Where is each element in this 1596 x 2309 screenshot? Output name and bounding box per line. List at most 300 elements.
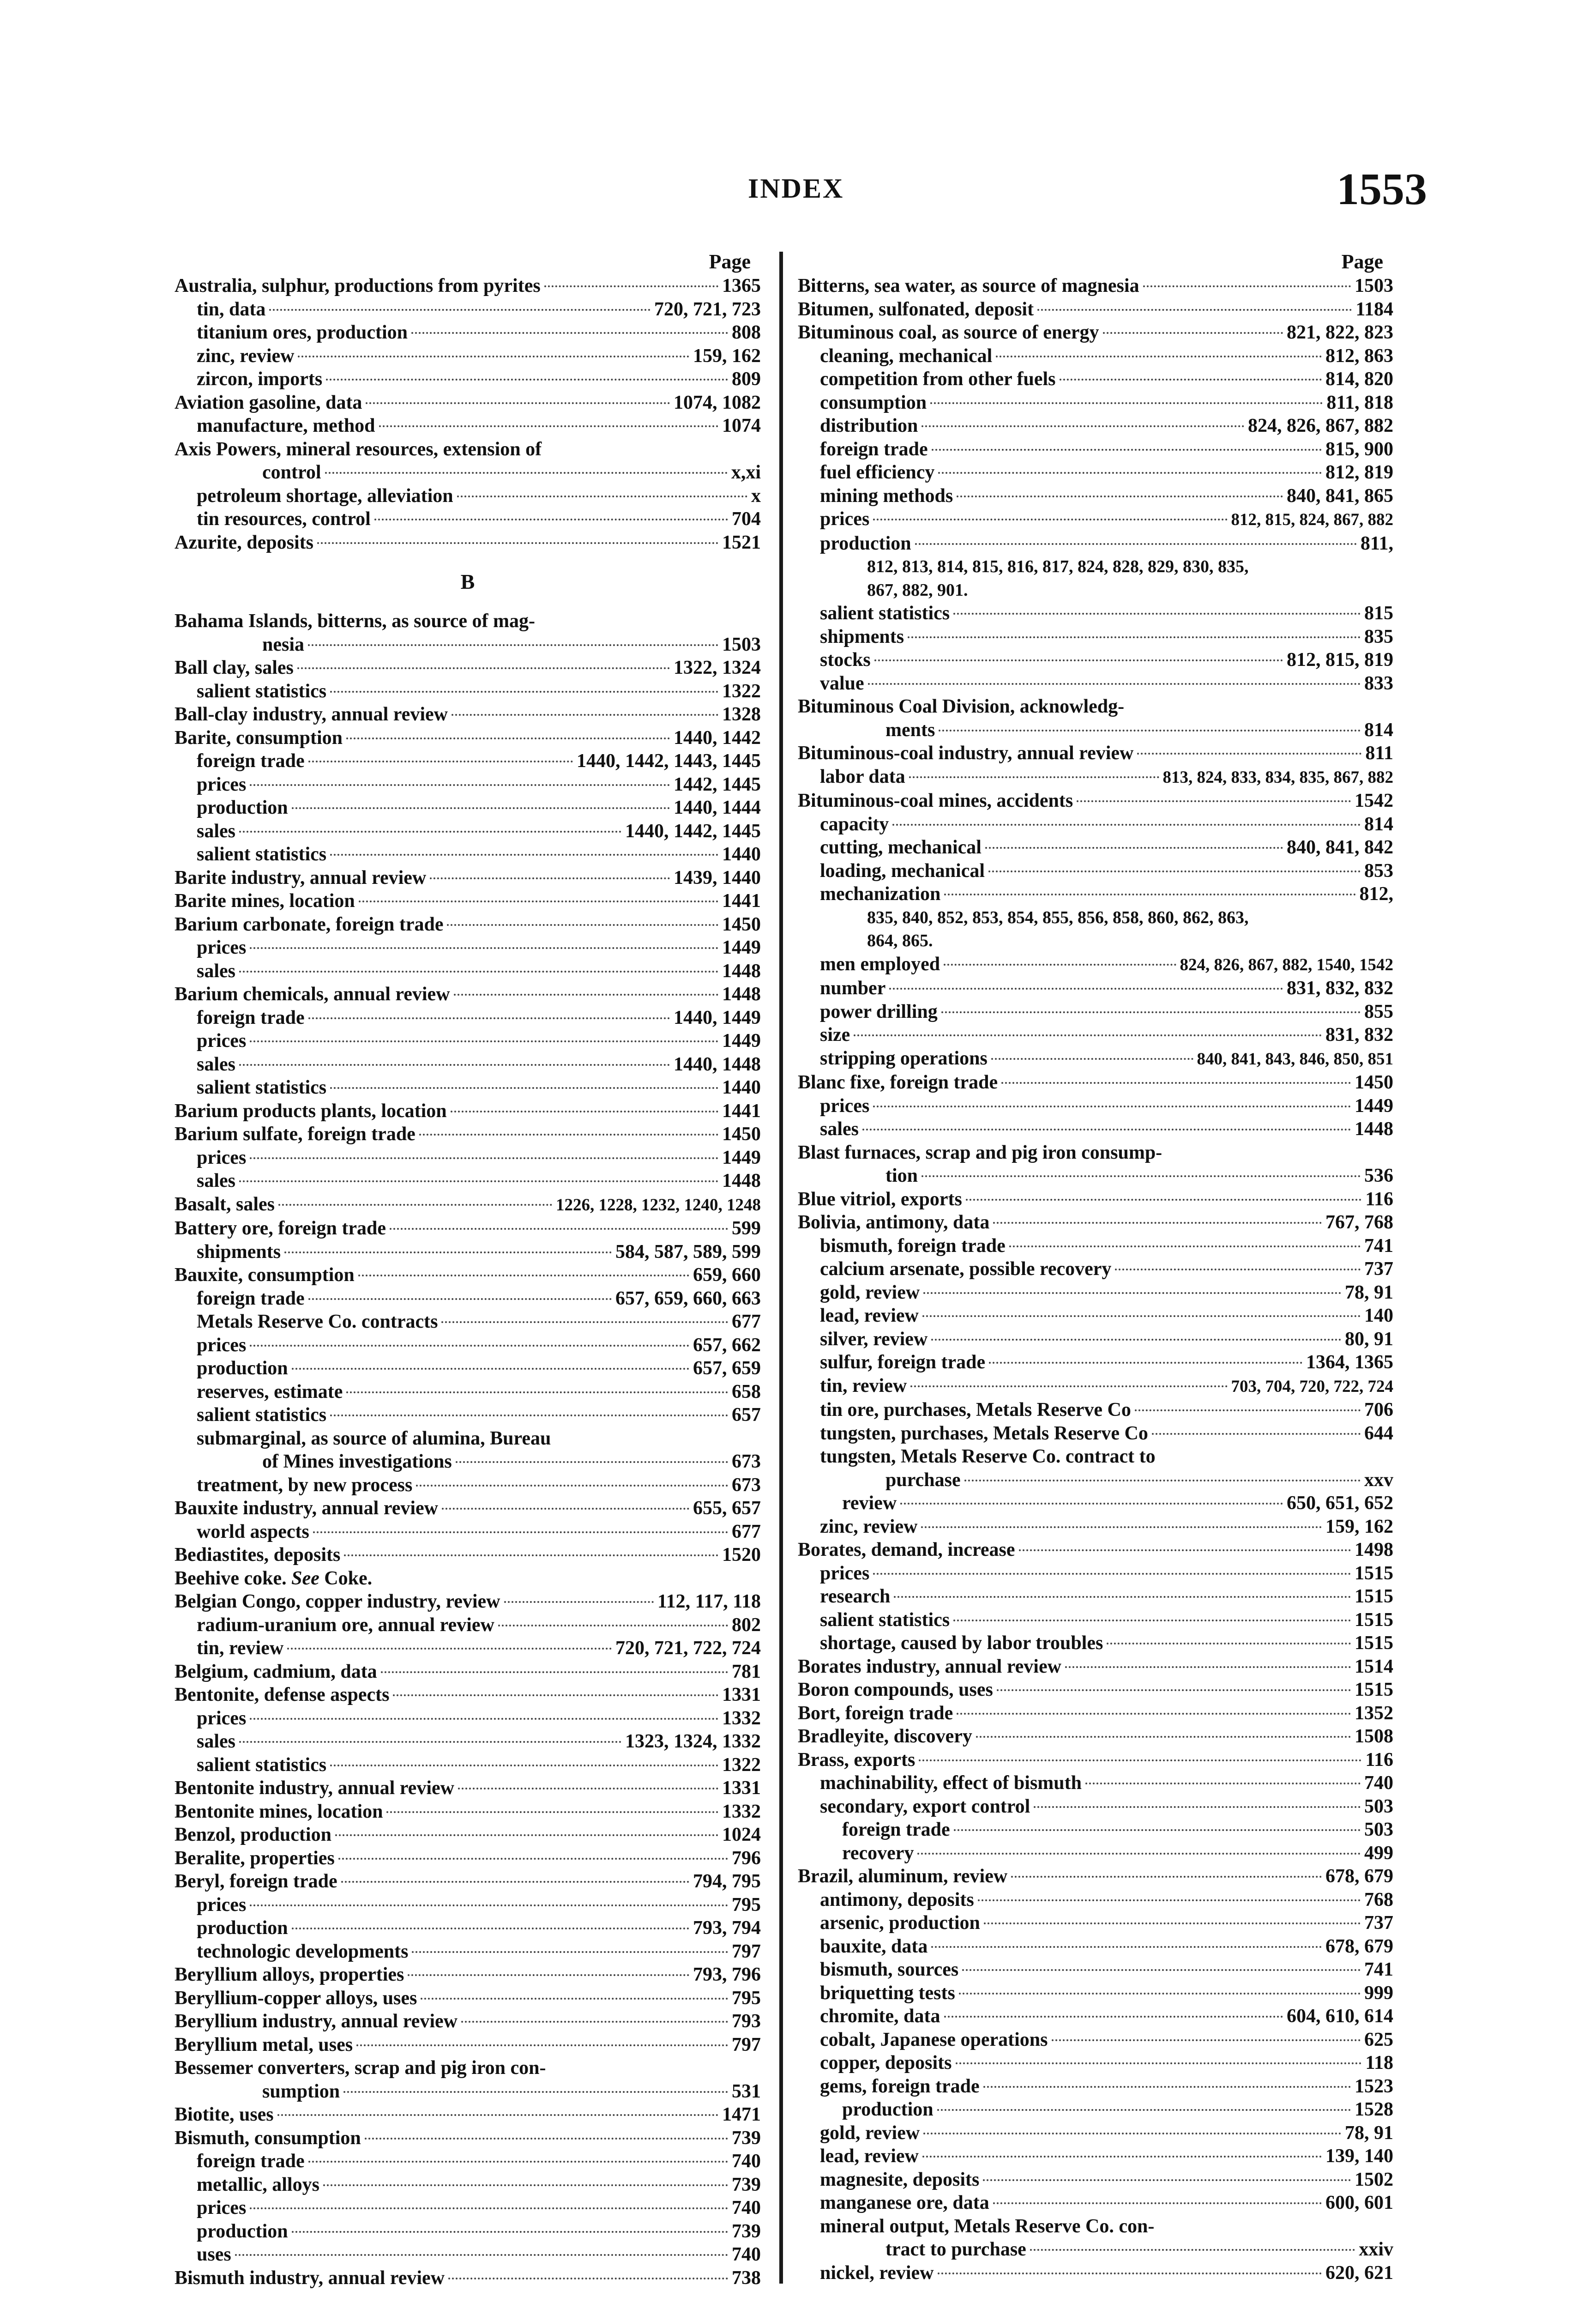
index-entry-wrap: mineral output, Metals Reserve Co. con- — [820, 2215, 1155, 2237]
index-term: Metals Reserve Co. contracts — [197, 1311, 438, 1332]
index-subentry — [175, 508, 761, 531]
index-term: gold, review — [820, 1281, 920, 1303]
index-entry — [798, 1678, 1393, 1702]
index-term: sales — [820, 1118, 859, 1140]
index-term: secondary, export control — [820, 1795, 1030, 1817]
leader-dots — [297, 667, 670, 669]
index-pages: 1515 — [1355, 1632, 1393, 1654]
index-entry — [798, 1702, 1393, 1725]
leader-dots — [966, 1199, 1362, 1201]
index-entry-wrap: Blast furnaces, scrap and pig iron consump- — [798, 1142, 1162, 1163]
index-entry-wrap-end — [175, 2080, 761, 2103]
index-subentry — [798, 1257, 1393, 1281]
leader-dots — [365, 2138, 728, 2140]
leader-dots — [338, 1858, 728, 1860]
index-pages: 821, 822, 823 — [1287, 322, 1393, 343]
left-column — [175, 249, 761, 2290]
leader-dots — [441, 1321, 728, 1323]
index-subentry — [175, 960, 761, 983]
index-term: production — [820, 532, 911, 554]
index-entry-wrap-end — [175, 633, 761, 657]
leader-dots — [1135, 1409, 1361, 1411]
index-term: Bentonite, defense aspects — [175, 1684, 390, 1705]
leader-dots — [239, 1064, 670, 1066]
leader-dots — [416, 1485, 728, 1487]
index-term: Aviation gasoline, data — [175, 392, 362, 413]
index-subentry — [175, 1707, 761, 1730]
leader-dots — [341, 1881, 689, 1883]
index-pages: 812, 863 — [1325, 345, 1393, 367]
index-term: tungsten, purchases, Metals Reserve Co — [820, 1422, 1148, 1444]
index-term: research — [820, 1586, 891, 1607]
index-subentry — [175, 1614, 761, 1637]
index-subentry — [798, 1515, 1393, 1539]
index-subentry — [175, 345, 761, 368]
index-pages: 1323, 1324, 1332 — [625, 1731, 761, 1752]
index-pages: 1498 — [1355, 1539, 1393, 1560]
index-pages: 811 — [1365, 743, 1393, 764]
section-letter: B — [460, 570, 475, 593]
index-term: mining methods — [820, 485, 953, 507]
index-entry — [175, 391, 761, 415]
page-header — [0, 166, 1596, 217]
index-pages: 1449 — [722, 1147, 761, 1168]
index-entry — [798, 274, 1393, 298]
index-entry — [175, 703, 761, 726]
leader-dots — [931, 1339, 1341, 1341]
leader-dots — [1011, 1876, 1322, 1878]
index-entry — [175, 1823, 761, 1847]
index-pages: 739 — [732, 2220, 761, 2242]
index-entry — [175, 1987, 761, 2010]
index-entry-wrap-end — [798, 1469, 1393, 1492]
index-term: Ball clay, sales — [175, 657, 294, 678]
index-entry — [175, 1963, 761, 1987]
leader-dots — [957, 1713, 1351, 1715]
index-pages: 1328 — [722, 704, 761, 725]
index-subentry — [175, 1520, 761, 1544]
index-subentry — [798, 2122, 1393, 2145]
leader-dots — [411, 332, 728, 334]
index-term: prices — [820, 1562, 870, 1584]
index-pages: 657, 662 — [693, 1334, 761, 1356]
leader-dots — [892, 824, 1361, 826]
index-term: Beryllium metal, uses — [175, 2034, 353, 2055]
index-group — [175, 1474, 761, 1567]
index-term: salient statistics — [820, 603, 950, 624]
index-pages: 1322 — [722, 680, 761, 702]
index-pages: 739 — [732, 2127, 761, 2149]
index-term: Beryllium-copper alloys, uses — [175, 1987, 417, 2009]
index-entry-wrap: Bituminous Coal Division, acknowledg- — [798, 696, 1125, 717]
index-term: consumption — [820, 392, 927, 413]
index-pages: xxv — [1364, 1469, 1393, 1491]
leader-dots — [923, 2133, 1341, 2134]
index-pages: 741 — [1364, 1959, 1393, 1980]
index-pages: 811, 818 — [1326, 392, 1393, 413]
index-term: Blue vitriol, exports — [798, 1188, 962, 1210]
index-term: bauxite, data — [820, 1935, 928, 1957]
leader-dots — [421, 1998, 728, 2000]
leader-dots — [239, 831, 621, 833]
leader-dots — [419, 1134, 718, 1136]
index-pages: 1184 — [1355, 298, 1393, 320]
index-subentry — [798, 1935, 1393, 1958]
index-pages: 1365 — [722, 275, 761, 296]
index-pages: 793 — [732, 2011, 761, 2032]
index-continuation: 867, 882, 901. — [867, 580, 968, 600]
index-pages: 855 — [1364, 1001, 1393, 1022]
index-entry — [175, 1660, 761, 1684]
leader-dots — [983, 2086, 1351, 2088]
index-term: Brazil, aluminum, review — [798, 1866, 1008, 1887]
index-term: Azurite, deposits — [175, 532, 313, 553]
index-subentry — [798, 461, 1393, 484]
index-term: petroleum shortage, alleviation — [197, 485, 453, 507]
index-entry-wrap-end — [175, 461, 761, 484]
index-pages: 738 — [732, 2267, 761, 2289]
index-term: Bediastites, deposits — [175, 1544, 341, 1566]
index-pages: 740 — [732, 2151, 761, 2172]
leader-dots — [343, 2091, 728, 2093]
index-term: Biotite, uses — [175, 2104, 274, 2125]
index-pages: 1450 — [722, 913, 761, 935]
index-entry — [798, 321, 1393, 345]
right-column — [798, 249, 1393, 2285]
leader-dots — [938, 472, 1322, 474]
index-pages: 833 — [1364, 672, 1393, 694]
leader-dots — [954, 1829, 1361, 1831]
index-subentry — [798, 2005, 1393, 2028]
leader-dots — [284, 1251, 612, 1253]
index-term: size — [820, 1024, 850, 1046]
index-term: tion — [885, 1165, 918, 1186]
index-group — [798, 2261, 1393, 2285]
index-term: manufacture, method — [197, 415, 375, 436]
index-subentry — [798, 368, 1393, 391]
index-pages: 1508 — [1355, 1726, 1393, 1747]
index-pages: 659, 660 — [693, 1264, 761, 1286]
leader-dots — [448, 2278, 728, 2279]
index-term: sulfur, foreign trade — [820, 1352, 986, 1373]
index-term: technologic developments — [197, 1940, 409, 1962]
index-term: reserves, estimate — [197, 1381, 343, 1402]
index-group — [175, 274, 761, 438]
index-term: salient statistics — [197, 844, 327, 865]
index-term: nickel, review — [820, 2262, 934, 2284]
index-term: metallic, alloys — [197, 2174, 319, 2195]
index-entry-wrap: Bessemer converters, scrap and pig iron con- — [175, 2057, 546, 2079]
leader-dots — [956, 2062, 1362, 2064]
index-term: tract to purchase — [885, 2239, 1026, 2260]
index-pages: 811, — [1360, 532, 1393, 554]
index-term: magnesite, deposits — [820, 2169, 980, 2190]
leader-dots — [921, 1526, 1322, 1528]
index-pages: 809 — [732, 369, 761, 390]
index-pages: 1439, 1440 — [674, 867, 761, 889]
index-pages: 678, 679 — [1325, 1935, 1393, 1957]
index-term: salient statistics — [197, 1404, 327, 1426]
index-subentry — [798, 2168, 1393, 2192]
index-subentry — [798, 953, 1393, 977]
index-pages: 812, 815, 819 — [1287, 649, 1393, 671]
index-pages: x,xi — [731, 462, 761, 483]
index-subentry — [798, 1422, 1393, 1445]
index-term: lead, review — [820, 1305, 919, 1326]
leader-dots — [1152, 1433, 1361, 1435]
index-continuation: 812, 813, 814, 815, 816, 817, 824, 828, 829, 830, 835, — [867, 557, 1249, 576]
index-term: Beryllium alloys, properties — [175, 1964, 404, 1985]
leader-dots — [308, 1017, 670, 1019]
leader-dots — [989, 1362, 1302, 1364]
index-pages: 1024 — [722, 1824, 761, 1845]
index-subentry — [175, 1287, 761, 1311]
index-subentry — [175, 1146, 761, 1170]
leader-dots — [921, 425, 1244, 427]
leader-dots — [292, 2231, 728, 2233]
index-term: prices — [197, 1894, 247, 1916]
index-term: salient statistics — [820, 1609, 950, 1631]
index-subentry — [798, 438, 1393, 461]
index-pages: 1450 — [722, 1124, 761, 1145]
index-entry — [175, 2103, 761, 2127]
index-pages: 1514 — [1355, 1656, 1393, 1677]
index-pages: 741 — [1364, 1235, 1393, 1257]
index-pages: 797 — [732, 1940, 761, 1962]
index-subentry — [175, 1053, 761, 1076]
index-entry-wrap: tungsten, Metals Reserve Co. contract to — [820, 1446, 1156, 1467]
index-term: loading, mechanical — [820, 860, 985, 882]
index-subentry — [798, 391, 1393, 415]
index-pages: 1448 — [722, 1170, 761, 1191]
index-term: sales — [197, 960, 235, 982]
index-subentry — [175, 1940, 761, 1964]
index-pages: 814 — [1364, 719, 1393, 741]
leader-dots — [964, 1480, 1361, 1481]
index-entry — [798, 1538, 1393, 1562]
leader-dots — [412, 1951, 728, 1953]
index-pages: 139, 140 — [1325, 2146, 1393, 2167]
index-term: Bauxite industry, annual review — [175, 1498, 438, 1519]
index-term: bismuth, sources — [820, 1959, 959, 1980]
index-term: radium-uranium ore, annual review — [197, 1614, 494, 1636]
index-entry — [175, 1217, 761, 1240]
index-entry — [175, 1800, 761, 1824]
index-term: Beryllium industry, annual review — [175, 2011, 458, 2032]
index-subentry — [175, 484, 761, 508]
index-pages: 1503 — [1355, 275, 1393, 296]
leader-dots — [323, 2184, 728, 2186]
index-entry — [175, 2267, 761, 2290]
leader-dots — [356, 2044, 728, 2046]
index-term: Belgian Congo, copper industry, review — [175, 1591, 500, 1612]
index-pages: x — [751, 485, 761, 507]
index-term: silver, review — [820, 1328, 928, 1350]
index-subentry — [798, 977, 1393, 1000]
leader-dots — [944, 964, 1176, 966]
index-entry — [175, 1100, 761, 1123]
index-pages: 116 — [1365, 1188, 1393, 1210]
leader-dots — [889, 988, 1283, 990]
index-group — [798, 602, 1393, 695]
index-pages: 796 — [732, 1847, 761, 1869]
index-pages: 797 — [732, 2034, 761, 2055]
index-pages: 159, 162 — [693, 345, 761, 367]
index-pages: 118 — [1365, 2052, 1393, 2073]
index-entry — [175, 1193, 761, 1217]
index-subentry — [175, 1029, 761, 1053]
index-pages: 1440, 1442, 1445 — [625, 820, 761, 842]
index-subentry — [175, 843, 761, 866]
index-entry — [175, 1123, 761, 1146]
leader-dots — [922, 2156, 1322, 2158]
index-pages: 795 — [732, 1894, 761, 1916]
leader-dots — [239, 971, 718, 973]
leader-dots — [250, 1718, 718, 1720]
index-pages: 503 — [1364, 1795, 1393, 1817]
leader-dots — [988, 870, 1361, 872]
index-subentry — [175, 321, 761, 345]
leader-dots — [1065, 1666, 1351, 1668]
index-pages: 1074 — [722, 415, 761, 436]
index-term: prices — [197, 2197, 247, 2218]
index-pages: 840, 841, 865 — [1287, 485, 1393, 507]
leader-dots — [447, 924, 718, 926]
index-term: tin, data — [197, 298, 266, 320]
index-pages: 853 — [1364, 860, 1393, 882]
index-subentry — [798, 625, 1393, 649]
index-subentry — [175, 1893, 761, 1917]
index-pages: 737 — [1364, 1912, 1393, 1934]
index-pages: 1332 — [722, 1707, 761, 1729]
index-term: Bort, foreign trade — [798, 1702, 953, 1724]
leader-dots — [326, 379, 728, 381]
index-subentry — [798, 2051, 1393, 2075]
index-term: review — [842, 1493, 897, 1514]
index-entry — [175, 913, 761, 937]
leader-dots — [330, 854, 718, 856]
index-term: Bolivia, antimony, data — [798, 1212, 990, 1233]
leader-dots — [1103, 332, 1283, 334]
index-entry — [175, 2033, 761, 2057]
index-term: Brass, exports — [798, 1749, 915, 1771]
index-subentry — [798, 1608, 1393, 1632]
index-pages: 808 — [732, 322, 761, 343]
leader-dots — [959, 1993, 1361, 1995]
leader-dots — [250, 947, 718, 949]
index-subentry — [175, 773, 761, 797]
index-entry — [798, 298, 1393, 321]
index-subentry — [798, 2261, 1393, 2285]
page-number: 1553 — [1337, 164, 1427, 214]
leader-dots — [894, 1596, 1351, 1598]
page-column-label: Page — [1341, 250, 1383, 273]
leader-dots — [358, 1275, 689, 1276]
index-pages: 706 — [1364, 1399, 1393, 1420]
leader-dots — [937, 2109, 1351, 2111]
index-term: sales — [197, 820, 235, 842]
index-pages: 737 — [1364, 1258, 1393, 1280]
leader-dots — [390, 1228, 728, 1230]
index-term: gold, review — [820, 2122, 920, 2144]
leader-dots — [458, 1788, 718, 1789]
index-pages: 1449 — [1355, 1095, 1393, 1117]
leader-dots — [953, 1620, 1351, 1621]
index-term: tin ore, purchases, Metals Reserve Co — [820, 1399, 1131, 1420]
index-pages: 1352 — [1355, 1702, 1393, 1724]
index-subentry — [175, 1403, 761, 1427]
index-entry — [175, 726, 761, 750]
index-entry-wrap: Axis Powers, mineral resources, extension of — [175, 438, 542, 460]
index-pages: 584, 587, 589, 599 — [615, 1241, 761, 1263]
index-subentry — [798, 1632, 1393, 1655]
index-group — [798, 1492, 1393, 2215]
index-term: production — [197, 797, 288, 818]
index-term: bismuth, foreign trade — [820, 1235, 1006, 1257]
leader-dots — [325, 472, 728, 474]
leader-dots — [313, 1531, 728, 1533]
leader-dots — [938, 2273, 1322, 2274]
index-term: Battery ore, foreign trade — [175, 1218, 386, 1239]
index-pages: 1331 — [722, 1684, 761, 1705]
index-pages: 1528 — [1355, 2099, 1393, 2120]
index-pages: 814, 820 — [1325, 369, 1393, 390]
index-subentry — [798, 648, 1393, 672]
index-term: arsenic, production — [820, 1912, 980, 1934]
leader-dots — [317, 542, 718, 544]
index-term: Basalt, sales — [175, 1193, 275, 1215]
index-term: briquetting tests — [820, 1982, 955, 2004]
leader-dots — [379, 425, 718, 427]
leader-dots — [1137, 753, 1361, 755]
leader-dots — [939, 730, 1361, 731]
index-pages: 1442, 1445 — [674, 774, 761, 795]
index-entry — [175, 1543, 761, 1567]
index-pages: 835 — [1364, 626, 1393, 647]
index-term: production — [197, 2220, 288, 2242]
leader-dots — [287, 1648, 612, 1650]
index-term: manganese ore, data — [820, 2192, 989, 2213]
see-reference-entry — [175, 1567, 761, 1590]
index-entry — [175, 1683, 761, 1707]
index-term: ments — [885, 719, 935, 741]
index-pages: 677 — [732, 1521, 761, 1542]
index-pages: 794, 795 — [693, 1871, 761, 1892]
index-term: prices — [820, 1095, 870, 1117]
leader-dots — [862, 1129, 1351, 1130]
index-term: chromite, data — [820, 2006, 940, 2027]
index-pages: 677 — [732, 1311, 761, 1332]
index-pages: 1448 — [722, 960, 761, 982]
index-subentry — [175, 680, 761, 703]
index-term: zircon, imports — [197, 369, 323, 390]
index-entry-wrap: submarginal, as source of alumina, Bureau — [197, 1427, 551, 1449]
index-entry — [175, 866, 761, 890]
index-subentry — [175, 1076, 761, 1100]
leader-dots — [978, 1899, 1361, 1901]
index-entry — [798, 1748, 1393, 1772]
index-subentry — [175, 298, 761, 321]
index-term: Blanc fixe, foreign trade — [798, 1072, 998, 1093]
index-entry — [798, 789, 1393, 813]
leader-dots — [1077, 800, 1351, 802]
index-pages: 625 — [1364, 2029, 1393, 2050]
index-term: Bituminous coal, as source of energy — [798, 322, 1099, 343]
leader-dots — [1052, 2039, 1361, 2041]
index-pages: 814 — [1364, 813, 1393, 835]
index-entry — [798, 1071, 1393, 1094]
index-term: production — [197, 1358, 288, 1379]
